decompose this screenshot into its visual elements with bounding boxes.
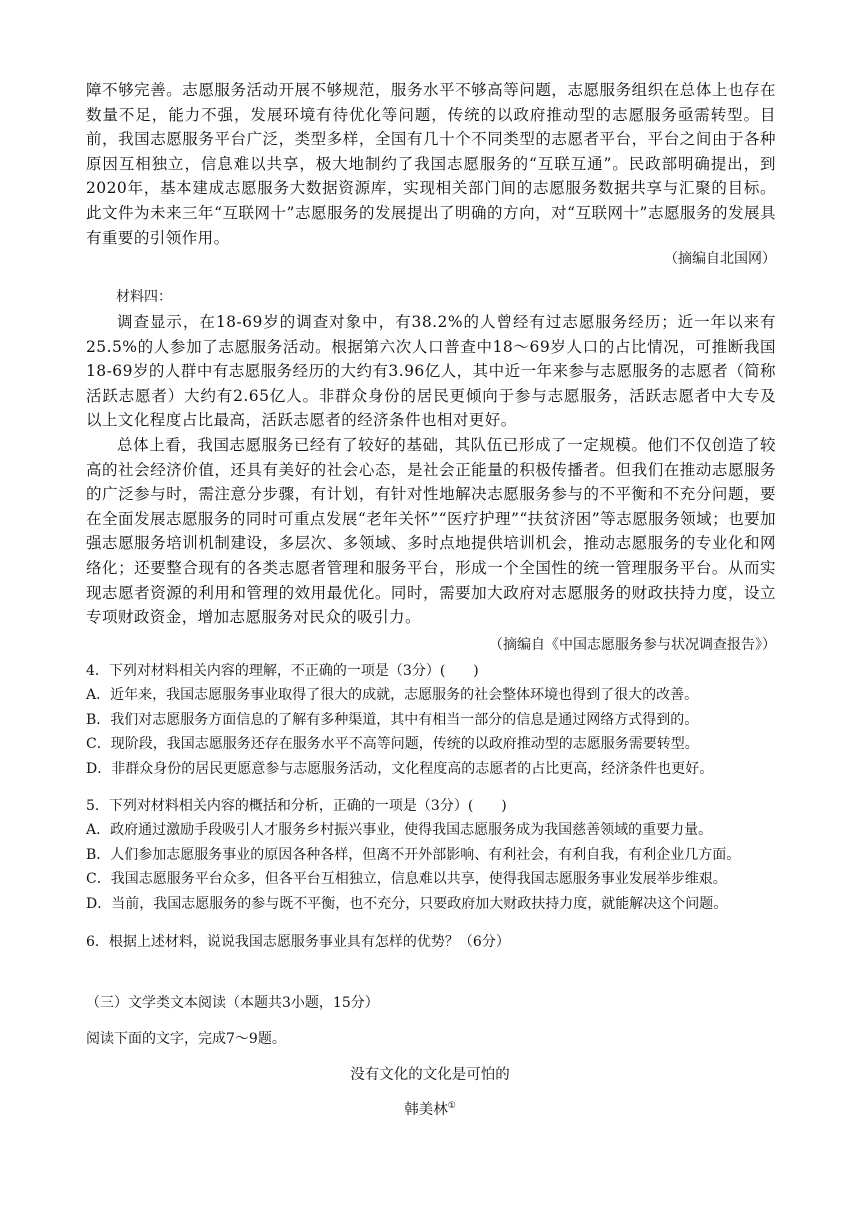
material4-label: 材料四： [116,289,172,305]
question-4-option-c: C．现阶段，我国志愿服务还存在服务水平不高等问题，传统的以政府推动型的志愿服务需要转型。 [86,736,699,753]
question-4-option-b: B．我们对志愿服务方面信息的了解有多种渠道，其中有相当一部分的信息是通过网络方式得到的。 [86,711,699,728]
question-5-option-c: C．我国志愿服务平台众多，但各平台互相独立，信息难以共享，使得我国志愿服务事业发展举步维艰。 [86,871,727,888]
question-4 [86,659,776,781]
question-6: 6．根据上述材料，说说我国志愿服务事业具有怎样的优势？（6分） [86,934,510,950]
material4-paragraph-1: 调查显示，在18-69岁的调查对象中，有38.2%的人曾经有过志愿服务经历；近一年以来有25.5%的人参加了志愿服务活动。根据第六次人口普查中18～69岁人口的占比情况，可推断我国18-69岁的人群中有志愿服务经历的大约有3.96亿人，其中近一年来参与志愿服务的志愿者（简称活跃志愿者）大约有2.65亿人。非群众身份的居民更倾向于参与志愿服务，活跃志愿者中大专及以上文化程度占比最高，活跃志愿者的经济条件也相对更好。 [86,313,776,430]
author-footnote-mark: ① [447,1101,456,1112]
material3-tail [86,78,776,250]
material3-source: （摘编自北国网） [664,251,776,267]
reading-instruction: 阅读下面的文字，完成7～9题。 [86,1031,286,1047]
question-5-option-b: B．人们参加志愿服务事业的原因各种各样，但离不开外部影响、有利社会，有利自我，有利企业几方面。 [86,846,741,863]
question-5-stem: 5．下列对材料相关内容的概括和分析，正确的一项是（3分）( ) [86,798,507,814]
author-name: 韩美林 [404,1102,448,1118]
question-5 [86,794,776,916]
material3-tail-paragraph: 障不够完善。志愿服务活动开展不够规范，服务水平不够高等问题，志愿服务组织在总体上也存在数量不足，能力不强，发展环境有待优化等问题，传统的以政府推动型的志愿服务亟需转型。目前，我国志愿服务平台广泛，类型多样，全国有几十个不同类型的志愿者平台，平台之间由于各种原因互相独立，信息难以共享，极大地制约了我国志愿服务的“互联互通”。民政部明确提出，到2020年，基本建成志愿服务大数据资源库，实现相关部门间的志愿服务数据共享与汇聚的目标。此文件为未来三年“互联网十”志愿服务的发展提出了明确的方向，对“互联网十”志愿服务的发展具有重要的引领作用。 [86,81,776,247]
article-author [0,1098,860,1119]
question-4-stem: 4．下列对材料相关内容的理解，不正确的一项是（3分）( ) [86,663,479,679]
article-title: 没有文化的文化是可怕的 [350,1067,510,1083]
material4-paragraph-2: 总体上看，我国志愿服务已经有了较好的基础，其队伍已形成了一定规模。他们不仅创造了较高的社会经济价值，还具有美好的社会心态，是社会正能量的积极传播者。但我们在推动志愿服务的广泛参与时，需注意分步骤，有计划，有针对性地解决志愿服务参与的不平衡和不充分问题，要在全面发展志愿服务的同时可重点发展“老年关怀”“医疗护理”“扶贫济困”等志愿服务领域；也要加强志愿服务培训机制建设，多层次、多领域、多时点地提供培训机会，推动志愿服务的专业化和网络化；还要整合现有的各类志愿者管理和服务平台，形成一个全国性的统一管理服务平台。从而实现志愿者资源的利用和管理的效用最优化。同时，需要加大政府对志愿服务的财政扶持力度，设立专项财政资金，增加志愿服务对民众的吸引力。 [86,435,776,627]
question-5-option-d: D．当前，我国志愿服务的参与既不平衡，也不充分，只要政府加大财政扶持力度，就能解决这个问题。 [86,895,728,912]
section-3-heading: （三）文学类文本阅读（本题共3小题，15分） [86,995,379,1011]
question-4-option-d: D．非群众身份的居民更愿意参与志愿服务活动，文化程度高的志愿者的占比更高，经济条件也更好。 [86,760,714,777]
question-4-option-a: A．近年来，我国志愿服务事业取得了很大的成就，志愿服务的社会整体环境也得到了很大的改善。 [86,687,699,704]
material4-body [86,310,776,630]
question-5-option-a: A．政府通过激励手段吸引人才服务乡村振兴事业，使得我国志愿服务成为我国慈善领域的重要力量。 [86,822,713,839]
material4-source: （摘编自《中国志愿服务参与状况调查报告》） [489,637,776,653]
